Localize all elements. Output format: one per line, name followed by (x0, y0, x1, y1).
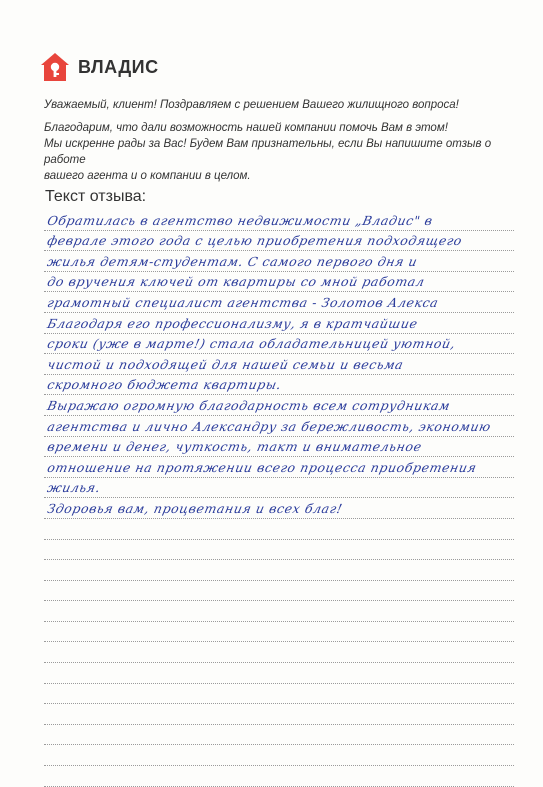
ruled-line (44, 519, 514, 540)
ruled-line (44, 334, 514, 355)
ruled-line (44, 642, 514, 663)
ruled-line (44, 416, 514, 437)
thanks-line-2: Мы искренне рады за Вас! Будем Вам признательны, если Вы напишите отзыв о работе (44, 138, 492, 166)
ruled-line (44, 437, 514, 458)
ruled-line (44, 684, 514, 705)
review-title: Текст отзыва: (45, 188, 147, 205)
ruled-line (44, 395, 514, 416)
header (40, 52, 159, 82)
greeting-text: Уважаемый, клиент! Поздравляем с решением Вашего жилищного вопроса! (44, 99, 459, 111)
ruled-line (44, 663, 514, 684)
handwritten-line: отношение на протяжении всего процесса приобретения (46, 459, 479, 475)
handwritten-line: агентства и лично Александру за бережливость, экономию (46, 418, 493, 434)
ruled-line (44, 354, 514, 375)
handwritten-line: Выражаю огромную благодарность всем сотрудникам (46, 397, 452, 413)
ruled-line (44, 457, 514, 478)
handwritten-line: скромного бюджета квартиры. (46, 377, 284, 393)
handwritten-line: грамотный специалист агентства - Золотов Алекса (46, 294, 441, 310)
ruled-line (44, 375, 514, 396)
handwritten-line: жилья. (46, 480, 103, 496)
ruled-line (44, 231, 514, 252)
ruled-line (44, 745, 514, 766)
ruled-line (44, 292, 514, 313)
handwritten-line: Благодаря его профессионализму, я в кратчайшие (46, 315, 420, 331)
handwritten-line: жилья детям-студентам. С самого первого дня и (46, 253, 420, 269)
handwritten-line: Обратилась в агентство недвижимости „Владис" в (46, 212, 435, 228)
ruled-line (44, 581, 514, 602)
ruled-line (44, 313, 514, 334)
house-key-logo-icon (40, 52, 70, 82)
ruled-line (44, 272, 514, 293)
ruled-line (44, 622, 514, 643)
brand-name: ВЛАДИС (78, 56, 159, 77)
ruled-line (44, 766, 514, 787)
ruled-line (44, 251, 514, 272)
intro-text (44, 97, 514, 184)
thanks-line-1: Благодарим, что дали возможность нашей компании помочь Вам в этом! (44, 122, 448, 134)
ruled-line (44, 210, 514, 231)
ruled-line (44, 540, 514, 561)
handwritten-line: времени и денег, чуткость, такт и внимательное (46, 439, 424, 455)
thanks-line-3: вашего агента и о компании в целом. (44, 170, 251, 182)
ruled-line (44, 498, 514, 519)
ruled-line (44, 478, 514, 499)
handwritten-line: Здоровья вам, процветания и всех благ! (46, 500, 345, 516)
handwritten-line: до вручения ключей от квартиры со мной работал (46, 274, 427, 290)
ruled-line (44, 704, 514, 725)
ruled-line (44, 560, 514, 581)
review-lines (44, 210, 514, 787)
ruled-line (44, 601, 514, 622)
handwritten-line: чистой и подходящей для нашей семьи и весьма (46, 356, 406, 372)
handwritten-line: феврале этого года с целью приобретения подходящего (46, 233, 464, 249)
ruled-line (44, 725, 514, 746)
handwritten-line: сроки (уже в марте!) стала обладательницей уютной, (46, 336, 458, 352)
